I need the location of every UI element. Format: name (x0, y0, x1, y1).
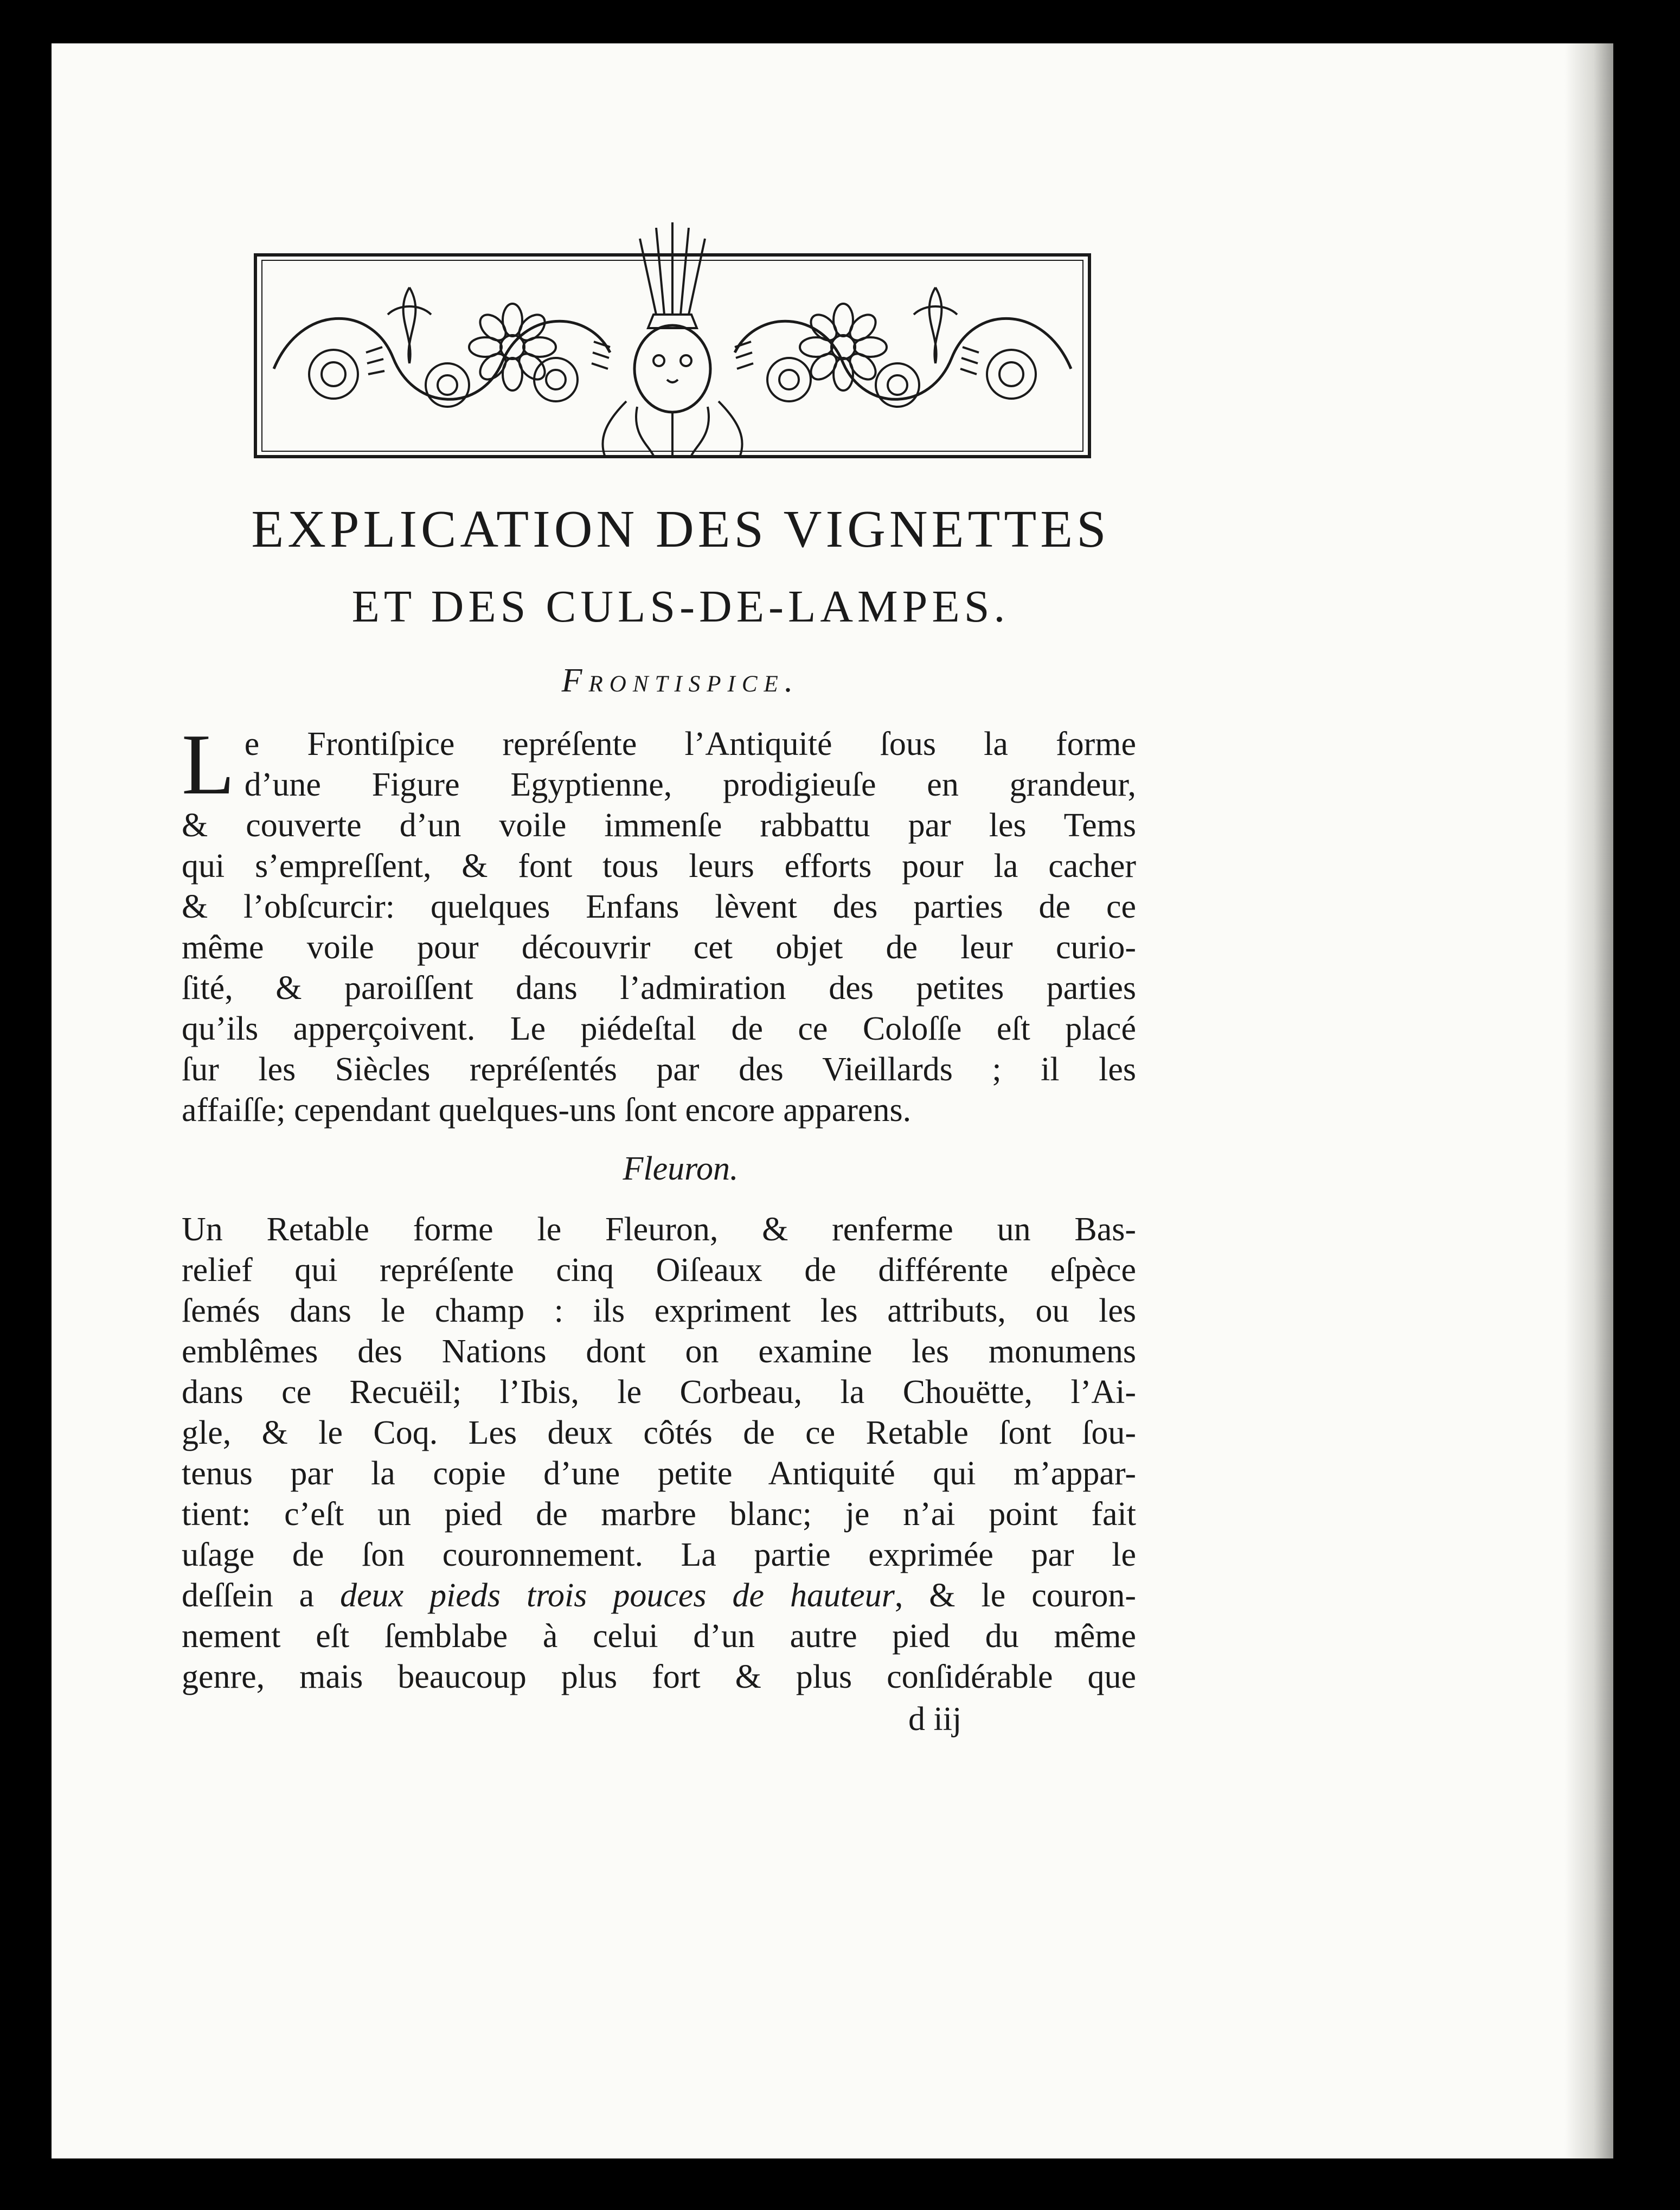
section-heading-fleuron: Fleuron. (623, 1150, 739, 1187)
text-segment: , & le couron- (894, 1577, 1137, 1614)
page-subtitle: ET DES CULS-DE-LAMPES. (351, 581, 1010, 632)
text-line: emblêmes des Nations dont on examine les monumens (182, 1333, 1136, 1370)
text-line: nement eſt ſemblabe à celui d’un autre pied du même (182, 1618, 1136, 1655)
page-spine-shadow (1564, 43, 1613, 2158)
text-line: ſemés dans le champ : ils expriment les attributs, ou les (182, 1292, 1136, 1329)
text-line: d’une Figure Egyptienne, prodigieuſe en grandeur, (244, 766, 1136, 803)
section-heading-frontispice: Frontispice. (561, 662, 800, 699)
text-line: uſage de ſon couronnement. La partie exprimée par le (182, 1536, 1136, 1573)
text-line: affaiſſe; cependant quelques-uns ſont encore apparens. (182, 1092, 912, 1129)
text-line (182, 1575, 1136, 1616)
paragraph-fleuron (182, 1209, 1136, 1697)
text-line: e Frontiſpice repréſente l’Antiquité ſous la forme (244, 726, 1136, 763)
text-line: Un Retable forme le Fleuron, & renferme un Bas- (182, 1211, 1136, 1248)
text-line: ſur les Siècles repréſentés par des Vieillards ; il les (182, 1051, 1136, 1088)
text-line: relief qui repréſente cinq Oiſeaux de différente eſpèce (182, 1252, 1136, 1289)
drop-cap: L (182, 716, 235, 812)
text-line: ſité, & paroiſſent dans l’admiration des petites parties (182, 970, 1136, 1007)
text-line: même voile pour découvrir cet objet de leur curio- (182, 929, 1136, 966)
page-title: EXPLICATION DES VIGNETTES (251, 500, 1110, 559)
decorative-vignette (252, 206, 1093, 461)
book-page (52, 43, 1613, 2158)
text-line: tient: c’eſt un pied de marbre blanc; je n’ai point fait (182, 1496, 1136, 1533)
text-line: qui s’empreſſent, & font tous leurs efforts pour la cacher (182, 848, 1136, 885)
text-line: & couverte d’un voile immenſe rabbattu par les Tems (182, 807, 1136, 844)
italic-phrase: deux pieds trois pouces de hauteur (340, 1577, 895, 1614)
signature-mark: d iij (908, 1701, 962, 1738)
text-line: qu’ils apperçoivent. Le piédeſtal de ce Coloſſe eſt placé (182, 1010, 1136, 1047)
text-line: gle, & le Coq. Les deux côtés de ce Retable ſont ſou- (182, 1414, 1136, 1451)
text-line: dans ce Recuëil; l’Ibis, le Corbeau, la Chouëtte, l’Ai- (182, 1374, 1136, 1411)
text-line: genre, mais beaucoup plus fort & plus conſidérable que (182, 1658, 1136, 1695)
text-segment: deſſein a (182, 1577, 341, 1614)
paragraph-frontispice (182, 716, 1136, 1131)
text-line: & l’obſcurcir: quelques Enfans lèvent des parties de ce (182, 888, 1136, 925)
text-line: tenus par la copie d’une petite Antiquité qui m’appar- (182, 1455, 1136, 1492)
